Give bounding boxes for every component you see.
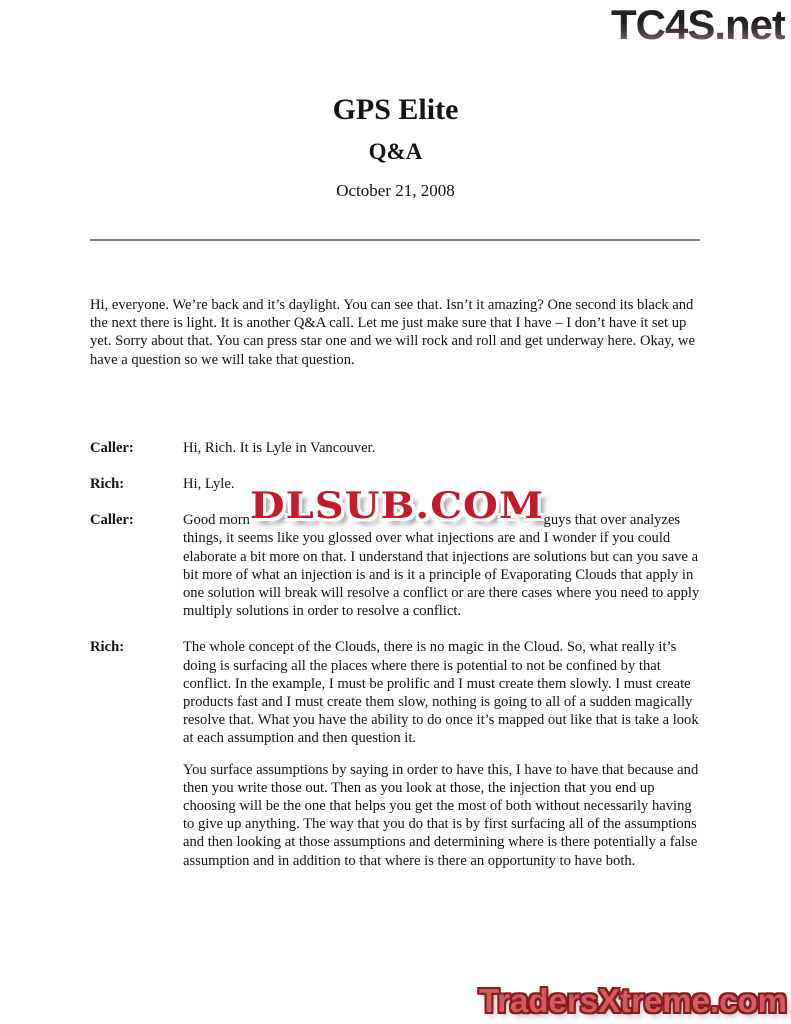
watermark-anchor (249, 484, 545, 528)
speaker-label: Rich: (90, 639, 125, 656)
speaker-label: Caller: (90, 439, 134, 456)
tc4s-site-logo: TC4S.net (610, 1, 785, 48)
doc-title: GPS Elite (332, 93, 459, 126)
dialogue-paragraph: Hi, Rich. It is Lyle in Vancouver. (183, 439, 376, 456)
speech-text (183, 439, 700, 457)
dialogue-row (90, 638, 706, 869)
speaker-label: Caller: (90, 512, 134, 529)
dialogue-paragraph: Hi, Lyle. (183, 476, 235, 493)
intro-paragraph: Hi, everyone. We’re back and it’s daylight. You can see that. Isn’t it amazing? One second its black and the next there is light. It is another Q&A call. Let me just make sure that I have – I don’t have it set up yet. Sorry about that. You can press star one and we will rock and roll and get underway here. Okay, we have a question so we will take that question. (90, 297, 695, 368)
doc-subtitle: Q&A (368, 139, 423, 164)
text-after-watermark: guys that over analyzes things, it seems like you glossed over what injections are and I wonder if you could elaborate a bit more on that. I understand that injections are solutions but can you save a bit more of what an injection is and is it a principle of Evaporating Clouds that apply in one solution will break will resolve a conflict or are there cases where you need to apply multiply solutions in order to resolve a conflict. (183, 512, 700, 620)
dialogue-section (90, 439, 706, 870)
dialogue-paragraph: You surface assumptions by saying in order to have this, I have to have that because and then you write those out. Then as you look at those, the injection that you end up choosing will be the one that helps you get the most of both without necessarily having to give up anything. The way that you do that is by first surfacing all of the assumptions and then looking at those assumptions and determining where is there potentially a false assumption and in addition to that where is there an opportunity to have both. (183, 761, 699, 869)
text-before-watermark: Good morn (183, 512, 250, 529)
speaker-label: Rich: (90, 476, 125, 493)
horizontal-rule (90, 239, 700, 241)
dialogue-paragraph: The whole concept of the Clouds, there is no magic in the Cloud. So, what really it’s doing is surfacing all the places where there is potential to not be confined by that conflict. In the example, I must be prolific and I must create them slowly. I must create products fast and I must create them slow, nothing is going to all of a sudden magically resolve that. What you have the ability to do once it’s mapped out like that is take a look at each assumption and then question it. (183, 639, 699, 747)
tradersxtreme-logo: TradersXtreme.com (478, 982, 787, 1019)
speech-text (183, 638, 700, 869)
dlsub-watermark: DLSUB.COM (249, 484, 545, 528)
dialogue-row (90, 439, 706, 457)
doc-date: October 21, 2008 (336, 181, 455, 200)
